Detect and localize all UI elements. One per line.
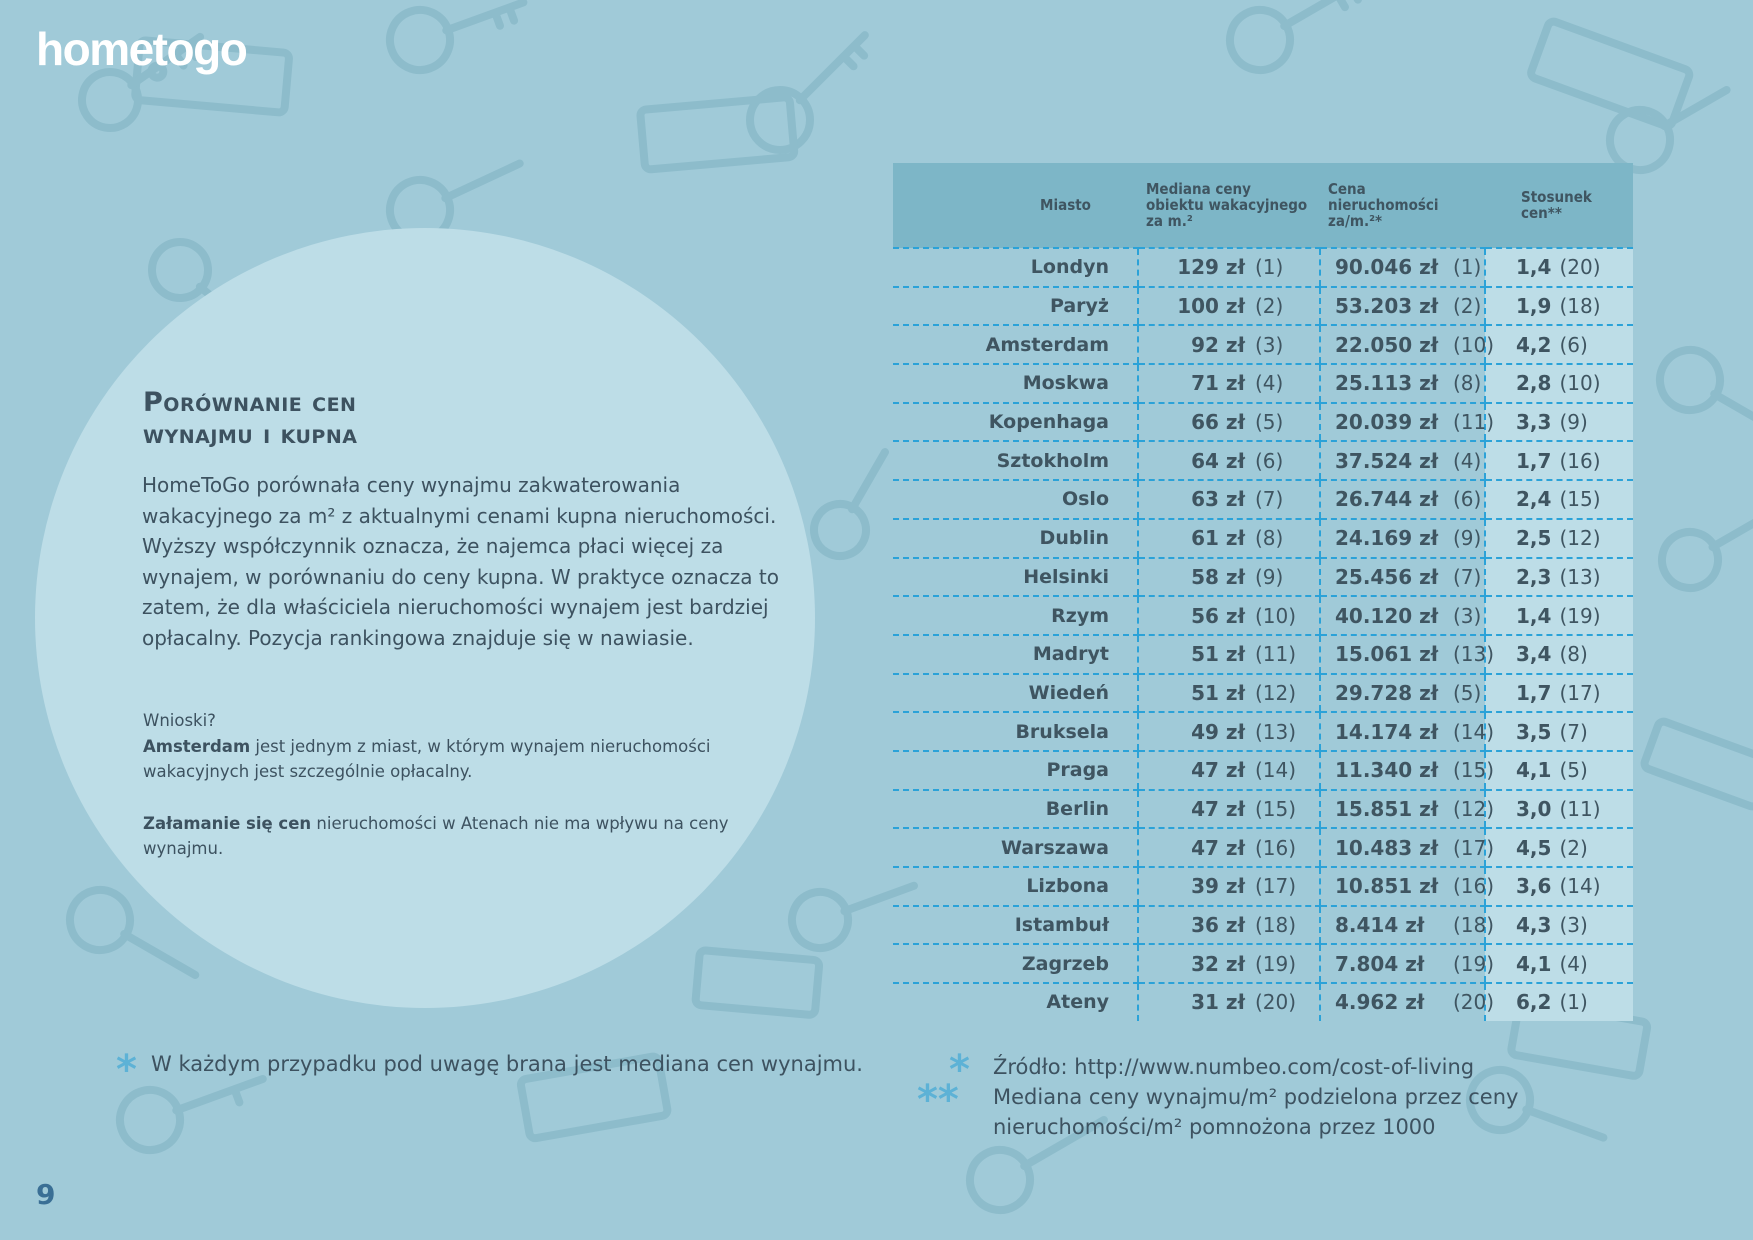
cell-price [1320, 364, 1485, 403]
ratio-value: 2,4 [1516, 487, 1552, 512]
cell-price [1320, 480, 1485, 519]
table-row [893, 287, 1633, 326]
ratio-value: 3,5 [1516, 719, 1552, 744]
cell-median [1138, 596, 1320, 635]
cell-city: Lizbona [893, 867, 1138, 906]
price-value: 11.340 zł [1335, 758, 1439, 783]
median-value: 49 zł [1191, 719, 1245, 744]
price-value: 20.039 zł [1335, 410, 1439, 435]
ratio-rank: (3) [1559, 913, 1588, 938]
asterisk-icon: * [949, 1047, 970, 1093]
price-rank: (11) [1453, 410, 1495, 435]
ratio-value: 1,7 [1516, 448, 1552, 473]
ratio-value: 4,1 [1516, 951, 1552, 976]
median-value: 51 zł [1191, 680, 1245, 705]
median-value: 36 zł [1191, 913, 1245, 938]
median-value: 66 zł [1191, 410, 1245, 435]
table-row [893, 674, 1633, 713]
conclusions-label: Wnioski? [143, 711, 216, 730]
price-rank: (16) [1453, 874, 1495, 899]
cell-price [1320, 325, 1495, 364]
price-rank: (2) [1453, 294, 1482, 319]
cell-median [1138, 558, 1320, 597]
price-value: 22.050 zł [1335, 332, 1439, 357]
table-row [893, 635, 1633, 674]
table-row [893, 558, 1633, 597]
cell-ratio [1485, 867, 1633, 906]
price-rank: (20) [1453, 990, 1495, 1015]
table-row [893, 751, 1633, 790]
key-icon [1652, 491, 1753, 598]
median-value: 58 zł [1191, 564, 1245, 589]
ratio-rank: (11) [1559, 796, 1601, 821]
price-rank: (19) [1453, 951, 1495, 976]
median-rank: (16) [1255, 835, 1297, 860]
ratio-value: 4,3 [1516, 913, 1552, 938]
cell-city: Londyn [893, 248, 1138, 287]
asterisk-icon: * [116, 1047, 137, 1093]
price-value: 4.962 zł [1335, 990, 1425, 1015]
cell-median [1138, 635, 1320, 674]
median-rank: (17) [1255, 874, 1297, 899]
hometogo-logo: hometogo [36, 23, 247, 75]
ratio-rank: (10) [1559, 371, 1601, 396]
ratio-value: 1,4 [1516, 255, 1552, 280]
price-value: 8.414 zł [1335, 913, 1425, 938]
cell-ratio [1485, 944, 1633, 983]
ratio-rank: (8) [1559, 642, 1588, 667]
price-rank: (13) [1453, 642, 1495, 667]
cell-city: Dublin [893, 519, 1138, 558]
key-icon [1219, 0, 1379, 81]
price-value: 25.113 zł [1335, 371, 1439, 396]
cell-price [1320, 906, 1495, 945]
cell-median [1138, 287, 1320, 326]
price-value: 24.169 zł [1335, 526, 1439, 551]
cell-median [1138, 674, 1320, 713]
table-row [893, 867, 1633, 906]
price-rank: (1) [1453, 255, 1482, 280]
cell-median [1138, 248, 1320, 287]
cell-median [1138, 867, 1320, 906]
ratio-value: 4,2 [1516, 332, 1552, 357]
median-rank: (14) [1255, 758, 1297, 783]
tag-icon [1643, 720, 1753, 808]
conclusion-1-text: jest jednym z miast, w którym wynajem nieruchomości wakacyjnych jest szczególnie opłacalny. [143, 736, 711, 781]
cell-median [1138, 906, 1320, 945]
median-value: 47 zł [1191, 835, 1245, 860]
median-rank: (13) [1255, 719, 1297, 744]
median-value: 71 zł [1191, 371, 1245, 396]
price-rank: (15) [1453, 758, 1495, 783]
conclusion-2-bold: Załamanie się cen [143, 813, 312, 833]
cell-city: Warszawa [893, 828, 1138, 867]
ratio-value: 1,4 [1516, 603, 1552, 628]
median-value: 47 zł [1191, 796, 1245, 821]
tag-icon [1529, 20, 1690, 128]
ratio-rank: (5) [1559, 758, 1588, 783]
footnote-median [116, 1047, 863, 1093]
ratio-rank: (20) [1559, 255, 1601, 280]
cell-city: Berlin [893, 790, 1138, 829]
price-value: 10.851 zł [1335, 874, 1439, 899]
cell-ratio [1485, 480, 1633, 519]
key-icon [1649, 339, 1753, 451]
cell-price [1320, 790, 1495, 829]
ratio-rank: (9) [1559, 410, 1588, 435]
header-ratio: Stosunek cen** [1485, 163, 1633, 248]
price-value: 90.046 zł [1335, 255, 1439, 280]
page-title [143, 387, 357, 451]
price-value: 26.744 zł [1335, 487, 1439, 512]
cell-city: Kopenhaga [893, 403, 1138, 442]
footnote-median-text: W każdym przypadku pod uwagę brana jest mediana cen wynajmu. [151, 1052, 863, 1076]
median-rank: (5) [1255, 410, 1284, 435]
ratio-value: 2,3 [1516, 564, 1552, 589]
price-rank: (12) [1453, 796, 1495, 821]
cell-price [1320, 712, 1495, 751]
cell-median [1138, 480, 1320, 519]
cell-city: Madryt [893, 635, 1138, 674]
ratio-rank: (7) [1559, 719, 1588, 744]
conclusions [143, 708, 793, 862]
cell-city: Amsterdam [893, 325, 1138, 364]
median-rank: (19) [1255, 951, 1297, 976]
cell-price [1320, 403, 1495, 442]
tag-icon [640, 97, 795, 170]
price-value: 29.728 zł [1335, 680, 1439, 705]
price-rank: (14) [1453, 719, 1495, 744]
cell-price [1320, 751, 1495, 790]
table-row [893, 828, 1633, 867]
header-price: Cena nieruchomości za/m.²* [1320, 163, 1485, 248]
price-rank: (7) [1453, 564, 1482, 589]
median-rank: (11) [1255, 642, 1297, 667]
cell-price [1320, 828, 1495, 867]
cell-ratio [1485, 596, 1633, 635]
table-row [893, 944, 1633, 983]
cell-median [1138, 519, 1320, 558]
ratio-value: 3,4 [1516, 642, 1552, 667]
cell-city: Ateny [1046, 991, 1109, 1014]
cell-median [1138, 712, 1320, 751]
cell-ratio [1485, 558, 1633, 597]
ratio-rank: (15) [1559, 487, 1601, 512]
ratio-value: 4,5 [1516, 835, 1552, 860]
ratio-rank: (16) [1559, 448, 1601, 473]
median-rank: (6) [1255, 448, 1284, 473]
median-value: 32 zł [1191, 951, 1245, 976]
median-rank: (15) [1255, 796, 1297, 821]
median-rank: (8) [1255, 526, 1284, 551]
table-row [893, 790, 1633, 829]
ratio-rank: (1) [1559, 990, 1588, 1015]
price-rank: (8) [1453, 371, 1482, 396]
median-value: 39 zł [1191, 874, 1245, 899]
cell-price [1320, 635, 1495, 674]
ratio-rank: (4) [1559, 951, 1588, 976]
cell-price [1320, 558, 1485, 597]
ratio-rank: (17) [1559, 680, 1601, 705]
tag-icon [695, 950, 819, 1015]
ratio-rank: (18) [1559, 294, 1601, 319]
ratio-rank: (13) [1559, 564, 1601, 589]
ratio-rank: (14) [1559, 874, 1601, 899]
median-rank: (10) [1255, 603, 1297, 628]
table-row [893, 441, 1633, 480]
cell-ratio [1485, 790, 1633, 829]
cell-ratio [1485, 519, 1633, 558]
price-rank: (10) [1453, 332, 1495, 357]
median-rank: (12) [1255, 680, 1297, 705]
cell-ratio [1485, 287, 1633, 326]
table-row [893, 596, 1633, 635]
ratio-value: 4,1 [1516, 758, 1552, 783]
table-row [893, 983, 1633, 1021]
price-value: 25.456 zł [1335, 564, 1439, 589]
median-value: 47 zł [1191, 758, 1245, 783]
footnote-ratio-line-1: Mediana ceny wynajmu/m² podzielona przez ceny [993, 1085, 1519, 1109]
key-icon [382, 0, 534, 78]
cell-city: Bruksela [893, 712, 1138, 751]
ratio-value: 3,3 [1516, 410, 1552, 435]
price-value: 15.061 zł [1335, 642, 1439, 667]
cell-median [1138, 983, 1320, 1021]
cell-median [1138, 751, 1320, 790]
cell-price [1320, 287, 1485, 326]
ratio-value: 3,0 [1516, 796, 1552, 821]
cell-ratio [1485, 441, 1633, 480]
median-value: 92 zł [1191, 332, 1245, 357]
title-line-1: Porównanie cen [143, 387, 357, 418]
price-rank: (6) [1453, 487, 1482, 512]
median-value: 56 zł [1191, 603, 1245, 628]
price-value: 15.851 zł [1335, 796, 1439, 821]
median-value: 61 zł [1191, 526, 1245, 551]
cell-city: Moskwa [893, 364, 1138, 403]
price-rank: (18) [1453, 913, 1495, 938]
price-value: 7.804 zł [1335, 951, 1425, 976]
price-rank: (5) [1453, 680, 1482, 705]
ratio-rank: (6) [1559, 332, 1588, 357]
cell-ratio [1485, 983, 1633, 1021]
price-value: 14.174 zł [1335, 719, 1439, 744]
table-row [893, 325, 1633, 364]
cell-median [1138, 325, 1320, 364]
price-value: 40.120 zł [1335, 603, 1439, 628]
ratio-value: 1,7 [1516, 680, 1552, 705]
ratio-value: 2,8 [1516, 371, 1552, 396]
cell-city: Paryż [893, 287, 1138, 326]
median-rank: (20) [1255, 990, 1297, 1015]
price-rank: (4) [1453, 448, 1482, 473]
table-row [893, 403, 1633, 442]
cell-price [1320, 944, 1495, 983]
conclusion-amsterdam [143, 734, 793, 785]
median-value: 129 zł [1177, 255, 1245, 280]
table-row [893, 712, 1633, 751]
cell-price [1320, 596, 1485, 635]
price-value: 53.203 zł [1335, 294, 1439, 319]
ratio-rank: (19) [1559, 603, 1601, 628]
ratio-value: 3,6 [1516, 874, 1552, 899]
median-rank: (7) [1255, 487, 1284, 512]
cell-city: Wiedeń [893, 674, 1138, 713]
cell-median [1138, 364, 1320, 403]
cell-median [1138, 944, 1320, 983]
median-value: 100 zł [1177, 294, 1245, 319]
ratio-value: 6,2 [1516, 990, 1552, 1015]
cell-city: Rzym [893, 596, 1138, 635]
price-rank: (17) [1453, 835, 1495, 860]
price-rank: (9) [1453, 526, 1482, 551]
price-value: 37.524 zł [1335, 448, 1439, 473]
cell-price [1320, 674, 1485, 713]
header-median: Mediana ceny obiektu wakacyjnego za m.² [1138, 163, 1320, 248]
ratio-rank: (2) [1559, 835, 1588, 860]
cell-ratio [1485, 712, 1633, 751]
conclusion-1-bold: Amsterdam [143, 736, 251, 756]
cell-median [1138, 441, 1320, 480]
cell-price [1320, 248, 1485, 287]
cell-ratio [1485, 674, 1633, 713]
median-rank: (9) [1255, 564, 1284, 589]
cell-ratio [1485, 403, 1633, 442]
median-value: 31 zł [1191, 990, 1245, 1015]
title-line-2: wynajmu i kupna [143, 419, 358, 450]
cell-median [1138, 828, 1320, 867]
header-city: Miasto [893, 163, 1138, 248]
cell-ratio [1485, 635, 1633, 674]
median-rank: (4) [1255, 371, 1284, 396]
median-rank: (1) [1255, 255, 1284, 280]
double-asterisk-icon: ** [917, 1077, 959, 1123]
cell-median [1138, 790, 1320, 829]
footnote-ratio-line-2: nieruchomości/m² pomnożona przez 1000 [993, 1115, 1436, 1139]
cell-ratio [1485, 828, 1633, 867]
conclusion-2-text: nieruchomości w Atenach nie ma wpływu na ceny wynajmu. [143, 813, 729, 858]
median-value: 63 zł [1191, 487, 1245, 512]
cell-ratio [1485, 906, 1633, 945]
price-rank: (3) [1453, 603, 1482, 628]
cell-ratio [1485, 751, 1633, 790]
cell-city: Oslo [893, 480, 1138, 519]
table-row [893, 364, 1633, 403]
ratio-rank: (12) [1559, 526, 1601, 551]
median-value: 51 zł [1191, 642, 1245, 667]
footnotes-source [915, 1047, 1519, 1142]
cell-city: Zagrzeb [893, 944, 1138, 983]
median-value: 64 zł [1191, 448, 1245, 473]
conclusion-athens [143, 811, 793, 862]
ratio-value: 1,9 [1516, 294, 1552, 319]
key-icon [738, 14, 886, 162]
price-value: 10.483 zł [1335, 835, 1439, 860]
footnote-source-text: Źródło: http://www.numbeo.com/cost-of-living [993, 1055, 1475, 1079]
cell-ratio [1485, 248, 1633, 287]
median-rank: (2) [1255, 294, 1284, 319]
cell-median [1138, 403, 1320, 442]
cell-price [1320, 519, 1485, 558]
median-rank: (18) [1255, 913, 1297, 938]
table-row [893, 480, 1633, 519]
cell-ratio [1485, 325, 1633, 364]
median-rank: (3) [1255, 332, 1284, 357]
table-row [893, 519, 1633, 558]
intro-paragraph: HomeToGo porównała ceny wynajmu zakwaterowania wakacyjnego za m² z aktualnymi cenami kupna nieruchomości. Wyższy współczynnik oznacza, że najemca płaci więcej za wynajem, w porównaniu do ceny kupna. W praktyce oznacza to zatem, że dla właściciela nieruchomości wynajem jest bardziej opłacalny. Pozycja rankingowa znajduje się w nawiasie. [142, 473, 779, 650]
cell-city: Praga [893, 751, 1138, 790]
cell-city: Istambuł [893, 906, 1138, 945]
page-number: 9 [36, 1178, 56, 1211]
price-comparison-table [893, 163, 1633, 1021]
cell-price [1320, 441, 1485, 480]
table-row [893, 906, 1633, 945]
cell-city: Sztokholm [893, 441, 1138, 480]
cell-price [1320, 983, 1495, 1021]
ratio-value: 2,5 [1516, 526, 1552, 551]
cell-ratio [1485, 364, 1633, 403]
cell-price [1320, 867, 1495, 906]
table-row [893, 248, 1633, 287]
cell-city: Helsinki [893, 558, 1138, 597]
